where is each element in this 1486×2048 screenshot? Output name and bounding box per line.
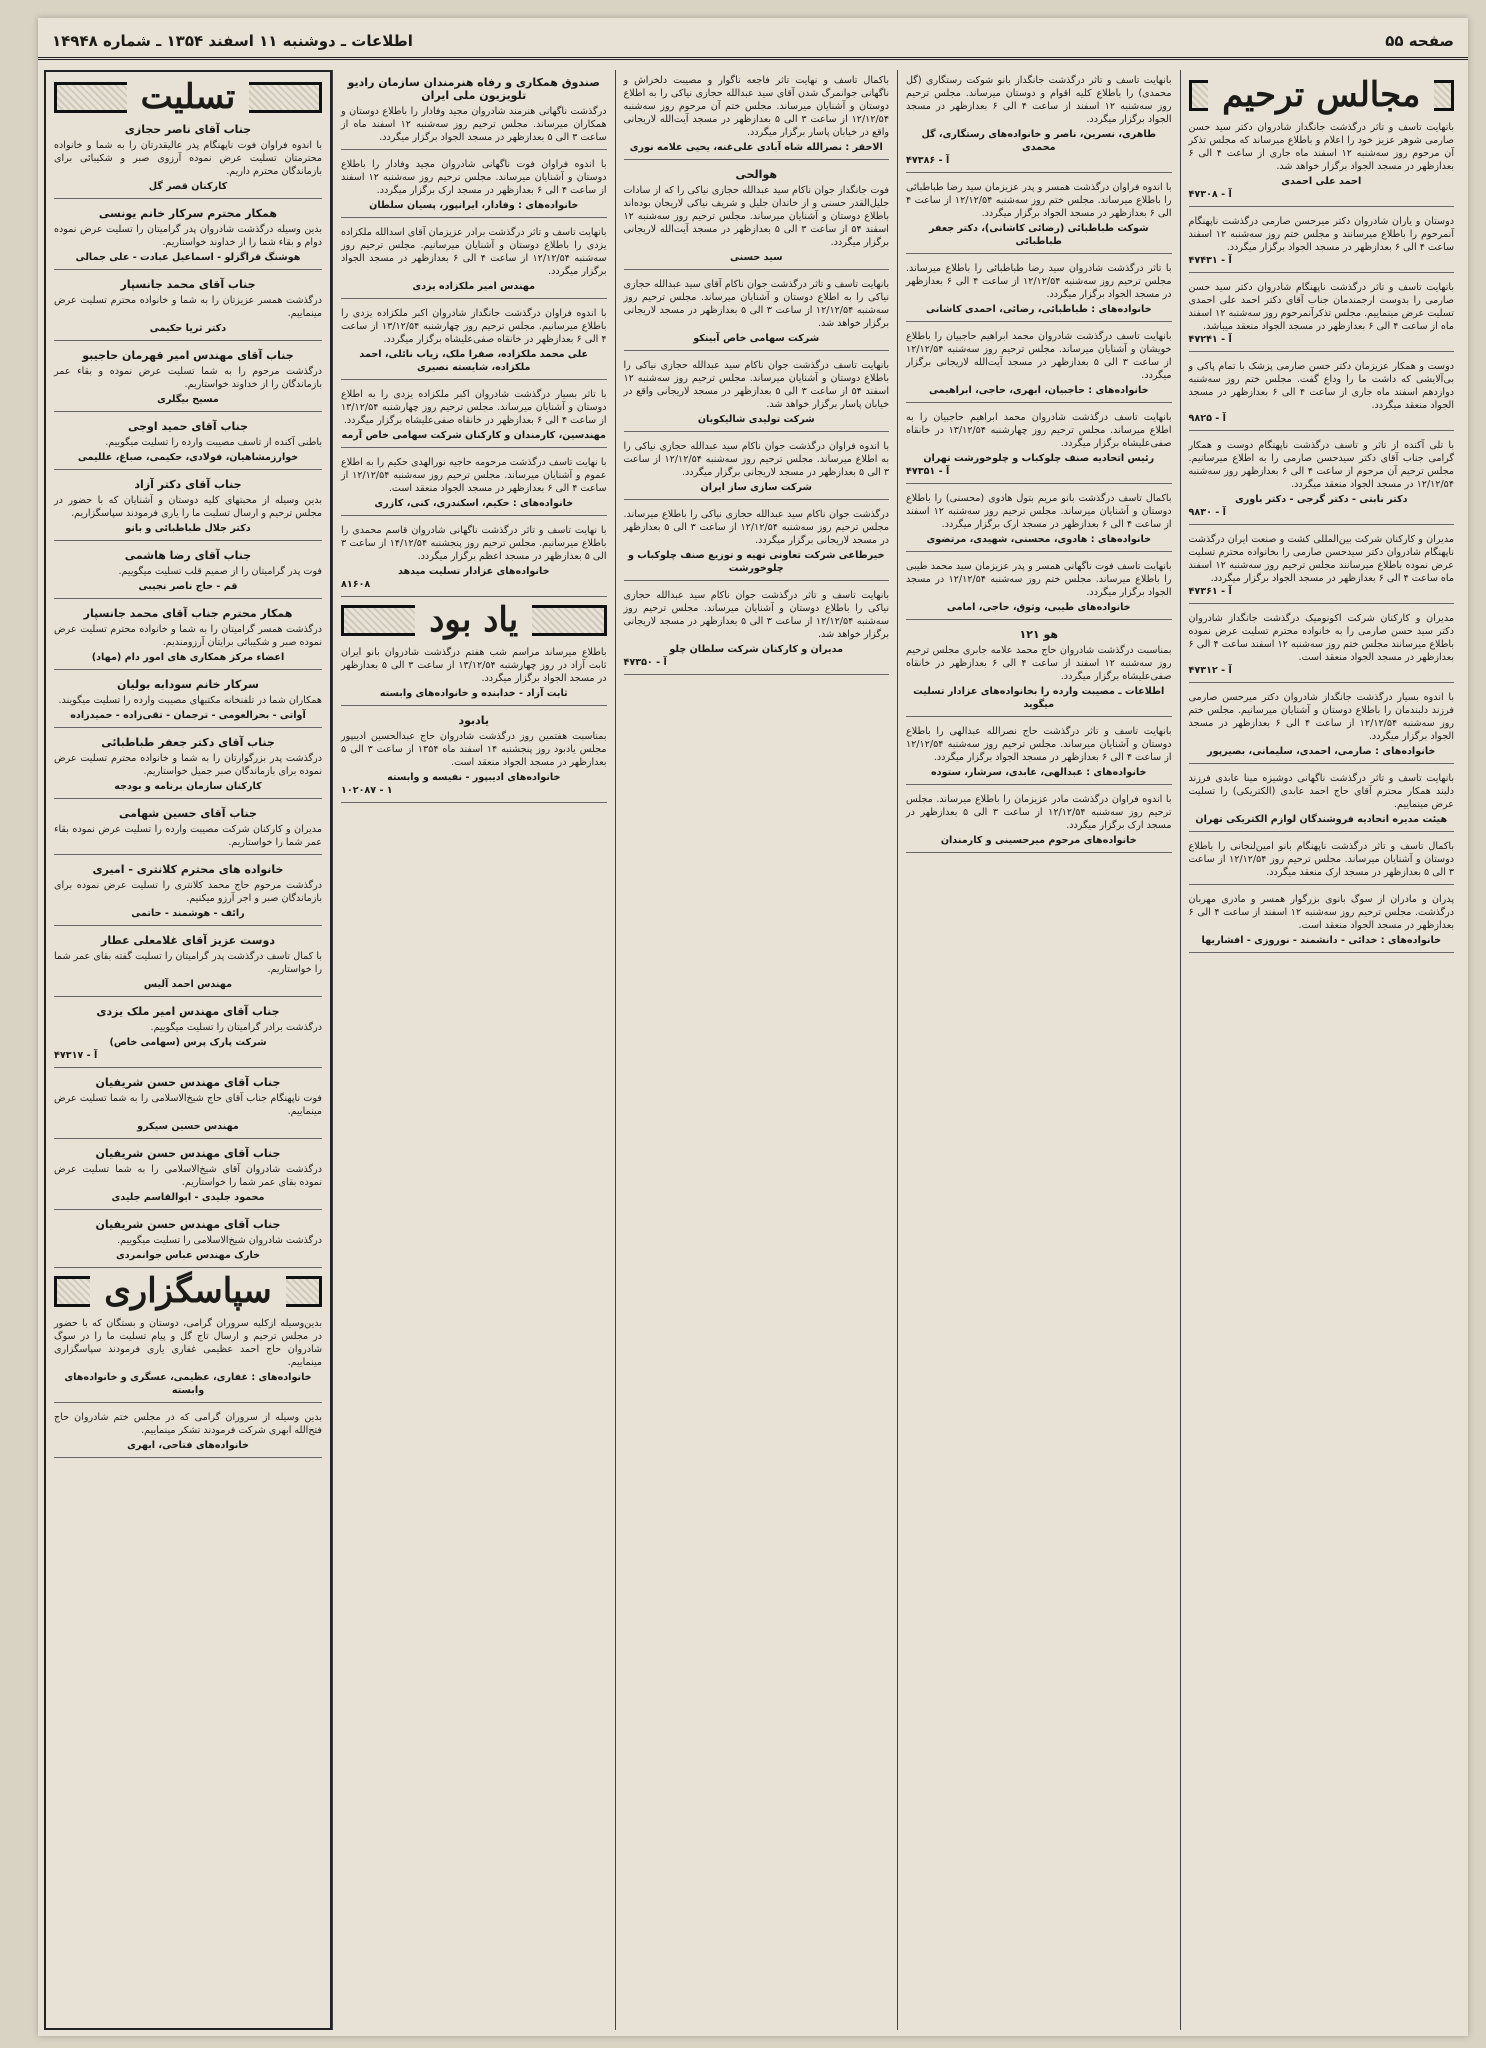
notice-body: بانهایت تاسف فوت ناگهانی همسر و پدر عزیزمان سید محمد طیبی را باطلاع میرساند. مجلس ختم روز سه‌شنبه ۱۲/۱۲/۵۴ در مسجد الجواد برگزار میگردد.: [906, 561, 1172, 598]
notice-body: با تاثر درگذشت شادروان سید رضا طباطبائی را باطلاع میرساند. مجلس ترحیم روز سه‌شنبه ۱۲/۱۲/۵۴ از ساعت ۴ الی ۶ بعدازظهر در مسجد الجواد برگزار میگردد.: [906, 263, 1172, 300]
notice-signature: شرکت سهامی خاص آبینکو: [693, 333, 820, 344]
notice-signature: خانواده‌های : طباطبائی، رضائی، احمدی کاشانی: [926, 304, 1152, 315]
condolences-banner: تسلیت: [54, 82, 322, 113]
notice-body: مدیران و کارکنان شرکت اکونومیک درگذشت جانگداز شادروان دکتر سید حسن صارمی را به خانواده محترم تسلیت عرض نموده باطلاع میرسانند مجلس ختم روز سه‌شنبه ۱۲ اسفند ساعت ۴ الی ۶ بعدازظهر در مسجد الجواد منعقد است.: [1188, 613, 1455, 663]
notice-body: با تاثر بسیار درگذشت شادروان اکبر ملکزاده یزدی را به اطلاع دوستان و آشنایان میرساند. مجلس ترحیم روز چهارشنبه ۱۳/۱۲/۵۴ از ساعت ۴ الی ۶ بعدازظهر در خانقاه صفی‌علیشاه برگزار میگردد.: [341, 389, 607, 426]
notice-body: مدیران و کارکنان شرکت مصیبت وارده را تسلیت عرض نموده بقاء عمر شما را خواستاریم.: [54, 824, 322, 848]
notice: [341, 714, 607, 803]
mourning-banner: مجالس ترحیم: [1189, 80, 1455, 111]
notice: [624, 278, 890, 351]
notice-body: بدین وسیله درگذشت شادروان پدر گرامیتان را تسلیت عرض نموده دوام و بقاء شما را از خداوند خواستاریم.: [54, 224, 322, 248]
notice-signature: خانواده‌های : عبدالهی، عابدی، سرشار، ستوده: [931, 767, 1147, 778]
notice-signature: خانواده‌های : هادوی، محسنی، شهیدی، مرتضوی: [926, 534, 1151, 545]
notice-body: با نهایت تاسف و تاثر درگذشت ناگهانی شادروان قاسم محمدی را باطلاع میرسانیم. مجلس ترحیم روز پنجشنبه ۱۴/۱۲/۵۴ از ساعت ۳ الی ۵ بعدازظهر در مسجد اعظم برگزار میگردد.: [341, 525, 607, 562]
notice: [54, 349, 322, 412]
notice-signature: خانواده‌های : حکیم، اسکندری، کنی، کازری: [374, 498, 574, 509]
notice-body: با کمال تاسف درگذشت پدر گرامیتان را تسلیت گفته بقای عمر شما را خواستاریم.: [54, 951, 322, 975]
notice: [54, 1147, 322, 1210]
notice: [54, 478, 322, 541]
notice: [54, 607, 322, 670]
notice: [906, 560, 1172, 620]
notice-title: جناب آقای ناصر حجازی: [124, 123, 252, 136]
notice-signature: علی محمد ملکزاده، صفرا ملک، زیاب نائلی، احمد ملکزاده، شایسته نصیری: [359, 349, 589, 373]
notice-body: درگذشت پدر بزرگوارتان را به شما و خانواده محترم تسلیت عرض نموده برای بازماندگان صبر جمیل خواستاریم.: [54, 753, 322, 777]
notice: [54, 1317, 322, 1403]
notice-body: بدین وسیله از سروران گرامی که در مجلس ختم شادروان حاج فتح‌الله ابهری شرکت فرمودند تشکر مینماییم.: [54, 1412, 322, 1436]
notice: [54, 934, 322, 997]
notice-body: با اندوه فراوان فوت ناپهنگام پدر عالیقدرتان را به شما و خانواده محترمتان تسلیت عرض نموده آرزوی صبر و شکیبائی برای بازماندگان محترم داریم.: [54, 140, 322, 177]
column-3: [332, 70, 615, 2030]
notice-signature: خانواده‌های : غفاری، عظیمی، عسگری و خانواده‌های وابسته: [64, 1372, 312, 1396]
notice: [341, 158, 607, 218]
notice-body: بانهایت تاسف و تاثر درگذشت ناگهانی دوشیزه مینا عابدی فرزند دلبند همکار محترم آقای حاج احمد عابدی (الکتریکی) را تسلیت عرض مینماییم.: [1188, 773, 1454, 810]
notice-body: باکمال تاسف و تاثر درگذشت ناپهنگام بانو امین‌لنجانی را باطلاع دوستان و آشنایان میرساند. مجلس ترحیم روز ۱۲/۱۲/۵۴ از ساعت ۳ الی ۵ بعدازظهر در مسجد ارک منعقد میگردد.: [1188, 841, 1454, 878]
notice-body: باکمال تاسف و نهایت تاثر فاجعه ناگوار و مصیبت دلخراش و ناگهانی جوانمرگ شدن آقای سید عبدالله حجازی نیاکی را به اطلاع دوستان و آشنایان میرساند. مجلس ختم آن مرحوم روز سه‌شنبه ۱۲/۱۲/۵۴ از ساعت ۳ الی ۵ بعدازظهر در مسجد آیت‌الله لاریجانی واقع در خیابان پاسار برگزار میگردد.: [623, 75, 889, 138]
notice: [54, 1411, 322, 1458]
notice-signature: اعضاء مرکز همکاری های امور دام (مهاد): [91, 652, 285, 663]
notice-title: جناب آقای مهندس حسن شریفیان: [95, 1147, 281, 1160]
notice-body: بانهایت تاسف و تاثر درگذشت جوان ناکام آقای سید عبدالله حجازی نیاکی را به اطلاع دوستان و آشنایان میرساند. مجلس ترحیم روز سه‌شنبه ۱۲/۱۲/۵۴ از ساعت ۳ الی ۵ بعدازظهر در مسجد لاریجانی برگزار خواهد شد.: [623, 279, 889, 329]
notice-body: بانهایت تاسف درگذشت جوان ناکام سید عبدالله حجازی نیاکی را باطلاع دوستان و آشنایان میرساند. مجلس ترحیم روز سه‌شنبه ۱۲ اسفند ۵۴ از ساعت ۳ الی ۵ بعدازظهر در مسجد لاریجانی واقع در خیابان پاسار برگزار خواهد شد.: [623, 360, 889, 410]
notice-title: همکار محترم سرکار خانم یونسی: [98, 207, 278, 220]
notice-signature: شرکت پارک پرس (سهامی خاص): [109, 1037, 267, 1048]
notice: [1189, 533, 1455, 604]
notice: [1189, 893, 1455, 953]
column-2-notices: [624, 74, 890, 675]
notice-title: جناب آقای رضا هاشمی: [124, 549, 252, 562]
notice: [1189, 215, 1455, 273]
notice-body: درگذشت برادر گرامیتان را تسلیت میگوییم.: [150, 1022, 322, 1033]
notice-signature: شوکت طباطبائی (رضائی کاشانی)، دکتر جعفر طباطبائی: [928, 223, 1149, 247]
notice-signature: قم - حاج ناصر نجیبی: [138, 581, 238, 592]
notice: [906, 330, 1172, 403]
notice-signature: اطلاعات ـ مصیبت وارده را بخانواده‌های عزادار تسلیت میگوید: [913, 686, 1165, 710]
notice-body: بانهایت تاسف و تاثر درگذشت جوان ناکام سید عبدالله حجازی نیاکی را باطلاع دوستان و آشنایان میرساند. مجلس ترحیم روز سه‌شنبه ۱۲/۱۲/۵۴ از ساعت ۳ الی ۵ بعدازظهر در مسجد لاریجانی برگزار خواهد شد.: [623, 590, 889, 640]
notice-body: با اندوه فراوان فوت ناگهانی شادروان مجید وفادار را باطلاع دوستان و آشنایان میرساند. مجلس ترحیم روز سه‌شنبه ۱۲ اسفند از ساعت ۴ الی ۶ بعدازظهر در مسجد ارک برگزار میگردد.: [341, 159, 607, 196]
notice: [54, 420, 322, 470]
notice-title: جناب آقای دکتر جعفر طباطبائی: [101, 736, 275, 749]
notice: [906, 628, 1172, 717]
notice-signature: دکتر ثریا حکیمی: [149, 323, 227, 334]
notice-signature: خانواده‌های فتاحی، ابهری: [127, 1440, 249, 1451]
column-2: [615, 70, 898, 2030]
notice-signature: مسیح بیگلری: [157, 394, 219, 405]
notice: [54, 278, 322, 341]
notice: [341, 307, 607, 380]
notice: [906, 262, 1172, 322]
notice: [624, 508, 890, 581]
notice-code: آ - ۹۸۳۰: [1188, 507, 1226, 518]
notice-signature: رائف - هوشمند - حاتمی: [131, 908, 245, 919]
notice: [54, 678, 322, 728]
notice-signature: خانواده‌های عزادار تسلیت میدهد: [397, 566, 550, 577]
notice-body: درگذشت همسر گرامیتان را به شما و خانواده محترم تسلیت عرض نموده صبر و شکیبائی برایتان آرزومندیم.: [54, 624, 322, 648]
notice-signature: ثابت آزاد - خدابنده و خانواده‌های وابسته: [379, 688, 568, 699]
notice-body: باکمال تاسف درگذشت بانو مریم بتول هادوی (محسنی) را باطلاع دوستان و آشنایان میرساند. مجلس ترحیم روز سه‌شنبه ۱۲ اسفند از ساعت ۴ الی ۶ بعدازظهر در مسجد ارک برگزار میگردد.: [906, 493, 1172, 530]
notice-code: آ - ۴۷۳۱۷: [54, 1050, 98, 1061]
notice-code: آ - ۴۷۲۴۱: [1188, 334, 1232, 345]
notice: [341, 76, 607, 150]
notice-signature: خانواده‌های : وفادار، ایرانپور، پسیان سلطان: [369, 200, 579, 211]
notice-signature: طاهری، نسرین، ناصر و خانواده‌های رستگاری، گل محمدی: [921, 129, 1157, 153]
notice: [54, 736, 322, 799]
notice-body: با تلی آکنده از تاثر و تاسف درگذشت ناپهنگام دوست و همکار گرامی جناب آقای دکتر سیدحسن صارمی را به اطلاع میرسانیم. مجلس ترحیم آن مرحوم از ساعت ۴ الی ۶ بعدازظهر روز سه‌شنبه ۱۲/۱۲/۵۴ در مسجد الجواد منعقد میگردد.: [1188, 440, 1455, 490]
notice-signature: مدیران و کارکنان شرکت سلطان چلو: [669, 644, 844, 655]
notice-signature: خیرطاعی شرکت تعاونی تهیه و توزیع صنف چلوکباب و چلوخورشت: [627, 550, 885, 574]
notice-body: با اندوه بسیار درگذشت جانگداز شادروان دکتر میرحسن صارمی فرزند دلبندمان را باطلاع دوستان و آشنایان میرسانیم. مجلس ختم روز سه‌شنبه ۱۲/۱۲/۵۴ از ساعت ۴ الی ۶ بعدازظهر در مسجد الجواد برگزار میگردد.: [1188, 692, 1455, 742]
notice-body: بدین وسیله از محبتهای کلیه دوستان و آشنایان که با حضور در مجلس ترحیم و ارسال تسلیت ما را یاری فرمودند سپاسگزاریم.: [54, 495, 322, 519]
column-3-notices: [341, 76, 607, 597]
notice: [1189, 121, 1455, 207]
notice-title: جناب آقای دکتر آزاد: [134, 478, 242, 491]
notice: [341, 524, 607, 597]
newspaper-page: [38, 18, 1468, 2036]
notice: [54, 807, 322, 855]
notice-code: آ - ۴۷۳۵۱: [906, 466, 950, 477]
notice-signature: شرکت تولیدی شالیکوبان: [697, 414, 815, 425]
notice-signature: دکتر نابتی - دکتر گرجی - دکتر باوری: [1234, 494, 1408, 505]
notice: [341, 456, 607, 516]
notice-title: جناب آقای مهندس امیر ملک یزدی: [96, 1005, 280, 1018]
notice-signature: شرکت سازی ساز ایران: [700, 482, 812, 493]
notice-signature: مهندس احمد آلیس: [143, 979, 233, 990]
column-mourning: [1180, 70, 1463, 2030]
notice-code: آ - ۴۷۳۸۶: [906, 155, 950, 166]
notice-code: آ - ۹۸۲۵: [1188, 413, 1226, 424]
notice-body: درگذشت همسر عزیزتان را به شما و خانواده محترم تسلیت عرض مینماییم.: [54, 295, 322, 319]
notice-signature: مهندسین، کارمندان و کارکنان شرکت سهامی خاص آرمه: [341, 430, 606, 441]
notice-code: آ - ۴۷۳۶۱: [1188, 586, 1232, 597]
notice-body: با اندوه فراوان درگذشت مادر عزیزمان را باطلاع میرساند. مجلس ترحیم روز سه‌شنبه ۱۲/۱۲/۵۴ از ساعت ۳ الی ۵ بعدازظهر در مسجد ارک برگزار میگردد.: [906, 794, 1172, 831]
notice-body: بمناسبت هفتمین روز درگذشت شادروان حاج عبدالحسین ادیبپور مجلس یادبود روز پنجشنبه ۱۴ اسفند ماه ۱۳۵۴ از ساعت ۳ الی ۵ بعدازظهر در مسجد الجواد منعقد است.: [341, 731, 607, 768]
notice-body: درگذشت ناگهانی هنرمند شادروان مجید وفادار را باطلاع دوستان و همکاران میرساند. مجلس ترحیم روز سه‌شنبه ۱۲ اسفند ماه از ساعت ۳ الی ۵ بعدازظهر در مسجد الجواد برگزار میگردد.: [341, 106, 607, 143]
notice: [906, 492, 1172, 552]
notice-body: بانهایت تاسف و تاثر درگذشت برادر عزیزمان آقای اسدالله ملکزاده یزدی را باطلاع دوستان و آشنایان میرسانیم. مجلس ترحیم روز سه‌شنبه ۱۲/۱۲/۵۴ از ساعت ۴ الی ۶ بعدازظهر در مسجد الجواد برگزار میگردد.: [341, 227, 607, 277]
notice-body: بانهایت تاسف درگذشت شادروان محمد ابراهیم حاجبیان را باطلاع خویشان و آشنایان میرساند. مجلس ترحیم روز سه‌شنبه ۱۲/۱۲/۵۴ از ساعت ۳ الی ۵ بعدازظهر در مسجد آیت‌الله لاریجانی برگزار میگردد.: [906, 331, 1172, 381]
notice-signature: مهندس حسین سیکرو: [137, 1121, 239, 1132]
notice-code: آ - ۴۷۳۰۸: [1188, 189, 1232, 200]
notice-signature: سید حسنی: [729, 252, 783, 263]
notice-code: ۸۱۶۰۸: [341, 579, 371, 590]
notice-signature: خانواده‌های : خدائی - دانشمند - نوروزی - افشاریها: [1201, 935, 1441, 946]
notice-body: درگذشت شادروان آقای شیخ‌الاسلامی را به شما تسلیت عرض نموده بقای عمر شما را خواستاریم.: [54, 1164, 322, 1188]
notice-body: پدران و مادران از سوگ بانوی بزرگوار همسر و مادری مهربان درگذشت. مجلس ترحیم روز سه‌شنبه ۱۲ اسفند از ساعت ۴ الی ۶ بعدازظهر در مسجد الجواد منعقد است.: [1188, 894, 1455, 931]
notice: [1189, 612, 1455, 683]
columns-container: [44, 70, 1462, 2030]
notice-signature: خانواده‌های : صارمی، احمدی، سلیمانی، بصیرپور: [1207, 746, 1436, 757]
notice: [1189, 840, 1455, 885]
notice-signature: خارک مهندس عباس جوانمردی: [115, 1250, 261, 1261]
memorial-banner: یاد بود: [341, 605, 607, 636]
notice: [54, 863, 322, 926]
notice-body: فوت ناپهنگام جناب آقای حاج شیخ‌الاسلامی را به شما تسلیت عرض مینماییم.: [54, 1093, 322, 1117]
notice-title: هو ۱۲۱: [1019, 628, 1058, 641]
notice-signature: الاحقر : نصرالله شاه آبادی علی‌غنه، یحیی علامه نوری: [629, 142, 883, 153]
notice-code: آ - ۴۷۳۵۰: [623, 657, 667, 668]
notice-signature: خانواده‌های : حاجبیان، ابهری، حاجی، ابراهیمی: [928, 385, 1149, 396]
notice-title: هوالحی: [735, 168, 777, 181]
notice-body: درگذشت مرحوم حاج محمد کلانتری را تسلیت عرض نموده برای بازماندگان صبر و اجر آرزو میکنیم.: [54, 880, 322, 904]
notice-title: جناب آقای مهندس حسن شریفیان: [95, 1218, 281, 1231]
notice-body: درگذشت شادروان شیخ‌الاسلامی را تسلیت میگوییم.: [117, 1235, 322, 1246]
notice-title: جناب آقای مهندس حسن شریفیان: [95, 1076, 281, 1089]
notice-body: همکاران شما در تلفنخانه مکتبهای مصیبت وارده را تسلیت میگویند.: [58, 695, 322, 706]
notice-signature: هوشنگ قراگزلو - اسماعیل عبادت - علی جمالی: [75, 252, 301, 263]
notice-body: فوت پدر گرامیتان را از صمیم قلب تسلیت میگوییم.: [118, 566, 322, 577]
notice: [1189, 439, 1455, 525]
page-number: صفحه ۵۵: [1385, 31, 1454, 50]
column-4-notices: [906, 74, 1172, 853]
notice: [1189, 281, 1455, 352]
notice-title: سرکار خانم سودابه بولیان: [117, 678, 259, 691]
notice-body: باطلاع میرساند مراسم شب هفتم درگذشت شادروان بانو ایران ثابت آزاد در روز چهارشنبه ۱۳/۱۲/۵۴ از ساعت ۳ الی ۵ بعدازظهر در مسجد الجواد برگزار میگردد.: [341, 647, 607, 684]
notice: [624, 589, 890, 675]
notice-body: بانهایت تاسف و تاثر درگذشت جانگداز شادروان دکتر سید حسن صارمی شوهر عزیز خود را اعلام و باطلاع میرساند که مجلس تذکر آن مرحوم روز سه‌شنبه ۱۲ اسفند ماه جاری از ساعت ۴ الی ۶ بعدازظهر در مسجد الجواد برگزار خواهد شد.: [1188, 122, 1455, 172]
notice-title: صندوق همکاری و رفاه هنرمندان سازمان رادیو تلویزیون ملی ایران: [347, 76, 600, 102]
notice: [341, 226, 607, 299]
memorial-notices: [341, 646, 607, 803]
notice-signature: خوارزمشاهیان، فولادی، حکیمی، صباغ، عللیمی: [77, 452, 299, 463]
notice: [624, 74, 890, 160]
notice: [624, 440, 890, 500]
notice-signature: دکتر جلال طباطبائی و بانو: [125, 523, 251, 534]
notice: [54, 123, 322, 199]
notice: [54, 1218, 322, 1268]
notice-signature: کارکنان قصر گل: [148, 181, 228, 192]
notice: [54, 1076, 322, 1139]
notice-title: جناب آقای مهندس امیر قهرمان حاجیبو: [82, 349, 294, 362]
notice-body: بدین‌وسیله ازکلیه سروران گرامی، دوستان و بستگان که با حضور در مجلس ترحیم و ارسال تاج گل و پیام تسلیت ما را در سوگ شادروان حاج احمد عظیمی غفاری یاری فرمودند سپاسگزاری مینماییم.: [54, 1318, 322, 1368]
notice-body: بمناسبت درگذشت شادروان حاج محمد علامه جابری مجلس ترحیم روز سه‌شنبه ۱۲ اسفند از ساعت ۴ الی ۶ بعدازظهر در خانقاه صفی‌علیشاه برگزار میگردد.: [906, 645, 1172, 682]
notice-body: با اندوه فراوان درگذشت همسر و پدر عزیزمان سید رضا طباطبائی را باطلاع میرساند. مجلس ختم روز سه‌شنبه ۱۲/۱۲/۵۴ از ساعت ۴ الی ۶ بعدازظهر در مسجد الجواد برگزار میگردد.: [906, 182, 1172, 219]
notice-title: همکار محترم جناب آقای محمد جانسپار: [83, 607, 293, 620]
notice-title: جناب آقای محمد جانسپار: [120, 278, 256, 291]
notice-signature: رئیس اتحادیه صنف چلوکباب و چلوخورشت تهران: [923, 453, 1155, 464]
thanks-banner: سپاسگزاری: [54, 1276, 322, 1307]
notice: [906, 74, 1172, 173]
notice-body: باطنی آکنده از تاسف مصیبت وارده را تسلیت میگوییم.: [105, 437, 322, 448]
notice-signature: مهندس امیر ملکزاده یزدی: [412, 281, 536, 292]
notice-body: دوست و همکار عزیزمان دکتر حسن صارمی پزشک با تمام پاکی و بی‌آلایشی که داشت ما را وداع گفت. مجلس ختم روز سه‌شنبه دوازدهم اسفند ماه جاری از ساعت ۴ الی ۶ بعدازظهر در مسجد الجواد منعقد میگردد.: [1188, 361, 1454, 411]
notice: [624, 168, 890, 270]
notice-code: آ - ۴۷۳۱۲: [1188, 665, 1232, 676]
notice-body: مدیران و کارکنان شرکت بین‌المللی کشت و صنعت ایران درگذشت ناپهنگام شادروان دکتر سیدحسن صارمی را بخانواده محترم تسلیت عرض نموده باطلاع میرسانند مجلس ترحیم روز سه‌شنبه ۱۲ اسفند ماه ساعت ۴ الی ۶ بعدازظهر در مسجد الجواد برگزار میگردد.: [1188, 534, 1454, 584]
notice: [1189, 360, 1455, 431]
notice: [906, 411, 1172, 484]
notice-signature: خانواده‌های طیبی، وثوق، حاجی، امامی: [946, 602, 1131, 613]
notice-signature: احمد علی احمدی: [1281, 176, 1362, 187]
notice: [54, 207, 322, 270]
notice: [906, 793, 1172, 853]
notice-body: بانهایت تاسف و تاثر درگذشت حاج نصرالله عبدالهی را باطلاع دوستان و آشنایان میرساند. مجلس ترحیم روز سه‌شنبه ۱۲/۱۲/۵۴ از ساعت ۴ الی ۶ بعدازظهر در مسجد الجواد برگزار میگردد.: [906, 726, 1172, 763]
notice-body: درگذشت جوان ناکام سید عبدالله حجازی نیاکی را باطلاع میرساند. مجلس ترحیم روز سه‌شنبه ۱۲/۱۲/۵۴ از ساعت ۳ الی ۵ بعدازظهر در مسجد لاریجانی برگزار میگردد.: [623, 509, 890, 546]
notice: [341, 388, 607, 448]
page-masthead: [38, 24, 1468, 60]
notice-signature: خانواده‌های ادیبپور - نفیسه و وابسته: [387, 772, 561, 783]
notice-title: جناب آقای حسین شهامی: [119, 807, 257, 820]
notice-body: بانهایت تاسف و تاثر درگذشت جانگداز بانو شوکت رستگاری (گل محمدی) را باطلاع کلیه اقوام و دوستان میرساند. مجلس ترحیم روز سه‌شنبه ۱۲ اسفند از ساعت ۴ الی ۶ بعدازظهر در مسجد الجواد برگزار میگردد.: [906, 75, 1172, 125]
notice: [624, 359, 890, 432]
notice-signature: خانواده‌های مرحوم میرحسینی و کارمندان: [940, 835, 1137, 846]
notice: [54, 549, 322, 599]
notice-body: فوت جانگداز جوان ناکام سید عبدالله حجازی نیاکی را که از سادات جلیل‌القدر حسنی و از خاندان جلیل و شریف نیاکی لاریجان بوده‌اند باطلاع دوستان و آشنایان میرساند. مجلس ترحیم روز سه‌شنبه ۱۲ اسفند ۵۴ از ساعت ۳ الی ۵ بعدازظهر در مسجد آیت‌الله لاریجانی برگزار میگردد.: [623, 185, 889, 248]
notice-body: بانهایت تاسف و تاثر درگذشت ناپهنگام شادروان دکتر سید حسن صارمی را بدوست ارجمندمان جناب آقای دکتر احمد علی احمدی تسلیت عرض مینماییم. مجلس تذکرآنمرحوم روز سه‌شنبه ۱۲ اسفند ماه از ساعت ۴ الی ۶ بعدازظهر در مسجد الجواد منعقد میباشد.: [1188, 282, 1454, 332]
notice-title: خانواده های محترم کلانتری - امیری: [92, 863, 284, 876]
notice: [906, 725, 1172, 785]
notice-signature: محمود جلیدی - ابوالقاسم جلیدی: [111, 1192, 265, 1203]
notice: [906, 181, 1172, 254]
notice-title: دوست عزیز آقای غلامعلی عطار: [101, 934, 275, 947]
notice-body: با نهایت تاسف درگذشت مرحومه حاجیه نورالهدی حکیم را به اطلاع عموم و آشنایان میرساند. مجلس ترحیم روز سه‌شنبه ۱۲/۱۲/۵۴ از ساعت ۴ الی ۶ بعدازظهر در مسجد الجواد منعقد است.: [341, 457, 607, 494]
notice-signature: کارکنان سازمان برنامه و بودجه: [114, 781, 262, 792]
notice-title: یادبود: [458, 714, 490, 727]
notice: [1189, 691, 1455, 764]
notice-signature: آواتی - بحرالعومی - ترجمان - تقی‌زاده - حمیدزاده: [70, 710, 306, 721]
notice: [54, 1005, 322, 1068]
notice-code: آ - ۴۷۴۳۱: [1188, 255, 1232, 266]
thanks-notices: [54, 1317, 322, 1458]
notice-signature: هیئت مدیره اتحادیه فروشندگان لوازم الکتریکی تهران: [1195, 814, 1448, 825]
notice-body: درگذشت مرحوم را به شما تسلیت عرض نموده و بقاء عمر بازماندگان را از خداوند خواستاریم.: [54, 366, 322, 390]
notice-body: دوستان و یاران شادروان دکتر میرحسن صارمی درگذشت ناپهنگام آنمرحوم را باطلاع میرسانند و مجلس ختم روز سه‌شنبه ۱۲ اسفند ساعت ۴ الی ۶ بعدازظهر در مسجد الجواد برگزار میگردد.: [1188, 216, 1454, 253]
notice: [1189, 772, 1455, 832]
notice-body: با اندوه فراوان درگذشت جانگداز شادروان اکبر ملکزاده یزدی را باطلاع میرسانیم. مجلس ترحیم روز چهارشنبه ۱۳/۱۲/۵۴ از ساعت ۴ الی ۶ بعدازظهر در خانقاه صفی‌علیشاه برگزار میگردد.: [341, 308, 607, 345]
issue-date-line: اطلاعات ـ دوشنبه ۱۱ اسفند ۱۳۵۴ ـ شماره ۱۴۹۴۸: [52, 31, 413, 50]
notice-body: بانهایت تاسف درگذشت شادروان محمد ابراهیم حاجبیان را به اطلاع میرساند. مجلس ترحیم روز چهارشنبه ۱۳/۱۲/۵۴ در خانقاه صفی‌علیشاه برگزار میگردد.: [906, 412, 1172, 449]
notice-title: جناب آقای حمید اوجی: [127, 420, 249, 433]
mourning-notices: [1189, 121, 1455, 953]
notice: [341, 646, 607, 706]
column-4: [897, 70, 1180, 2030]
condolence-notices: [54, 123, 322, 1268]
notice-body: با اندوه فراوان درگذشت جوان ناکام سید عبدالله حجازی نیاکی را به اطلاع میرساند. مجلس ترحیم روز سه‌شنبه ۱۲/۱۲/۵۴ از ساعت ۳ الی ۵ بعدازظهر در مسجد لاریجانی برگزار میگردد.: [623, 441, 890, 478]
column-condolences: [44, 70, 332, 2030]
notice-code: ۱۰۲۰۸۷ - ۱: [341, 785, 393, 796]
